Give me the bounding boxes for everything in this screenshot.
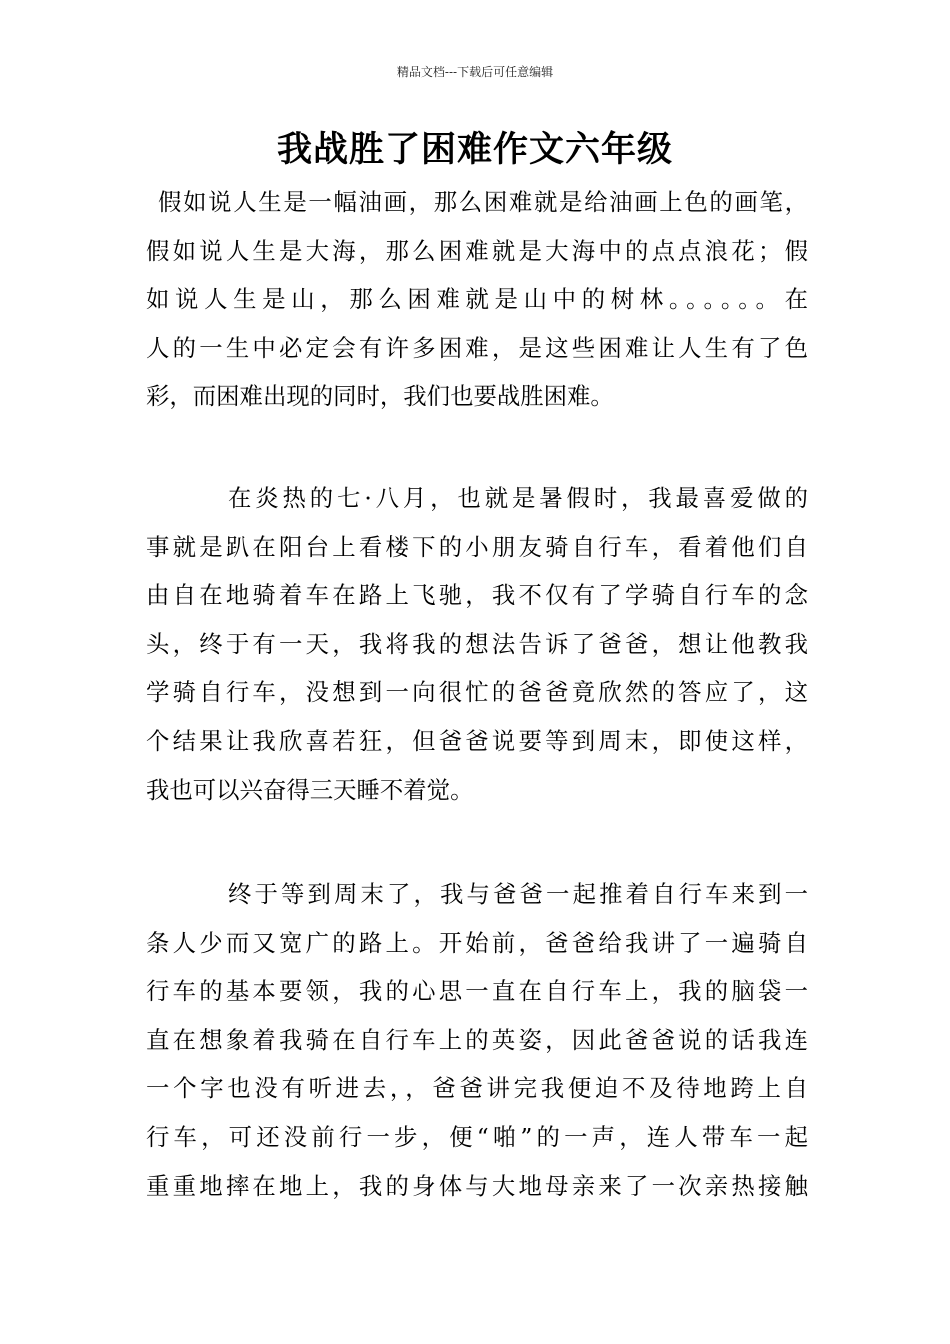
paragraph-line: 行车，可还没前行一步，便“啪”的一声，连人带车一起 xyxy=(146,1122,808,1151)
paragraph-line: 行车的基本要领，我的心思一直在自行车上，我的脑袋一 xyxy=(146,977,808,1006)
paragraph-1 xyxy=(146,178,808,421)
document-title: 我战胜了困难作文六年级 xyxy=(276,130,673,170)
paragraph-line: 假如说人生是大海，那么困难就是大海中的点点浪花；假 xyxy=(146,236,808,265)
paragraph-line: 一个字也没有听进去，，爸爸讲完我便迫不及待地跨上自 xyxy=(146,1074,808,1103)
paragraph-line: 假如说人生是一幅油画，那么困难就是给油画上色的画笔， xyxy=(158,188,808,216)
paragraph-line: 头，终于有一天，我将我的想法告诉了爸爸，想让他教我 xyxy=(146,629,808,658)
paragraph-2 xyxy=(146,474,808,814)
paragraph-line: 由自在地骑着车在路上飞驰，我不仅有了学骑自行车的念 xyxy=(146,581,808,610)
page-header: 精品文档---下载后可任意编辑 xyxy=(396,65,554,79)
paragraph-line: 我也可以兴奋得三天睡不着觉。 xyxy=(146,775,474,804)
paragraph-line: 学骑自行车，没想到一向很忙的爸爸竟欣然的答应了，这 xyxy=(146,678,808,707)
paragraph-line: 在炎热的七·八月，也就是暑假时，我最喜爱做的 xyxy=(228,484,808,512)
paragraph-line: 个结果让我欣喜若狂，但爸爸说要等到周末，即使这样， xyxy=(146,726,808,755)
paragraph-3 xyxy=(146,870,808,1210)
paragraph-line: 重重地摔在地上，我的身体与大地母亲来了一次亲热接触 xyxy=(146,1171,808,1200)
paragraph-line: 彩，而困难出现的同时，我们也要战胜困难。 xyxy=(146,382,614,411)
paragraph-line: 终于等到周末了，我与爸爸一起推着自行车来到一 xyxy=(228,880,808,908)
paragraph-line: 事就是趴在阳台上看楼下的小朋友骑自行车，看着他们自 xyxy=(146,532,808,561)
paragraph-line: 直在想象着我骑在自行车上的英姿，因此爸爸说的话我连 xyxy=(146,1025,808,1054)
paragraph-line: 如说人生是山，那么困难就是山中的树林。。。。。。在 xyxy=(146,285,808,314)
paragraph-line: 人的一生中必定会有许多困难，是这些困难让人生有了色 xyxy=(146,333,808,362)
paragraph-line: 条人少而又宽广的路上。开始前，爸爸给我讲了一遍骑自 xyxy=(146,928,808,957)
